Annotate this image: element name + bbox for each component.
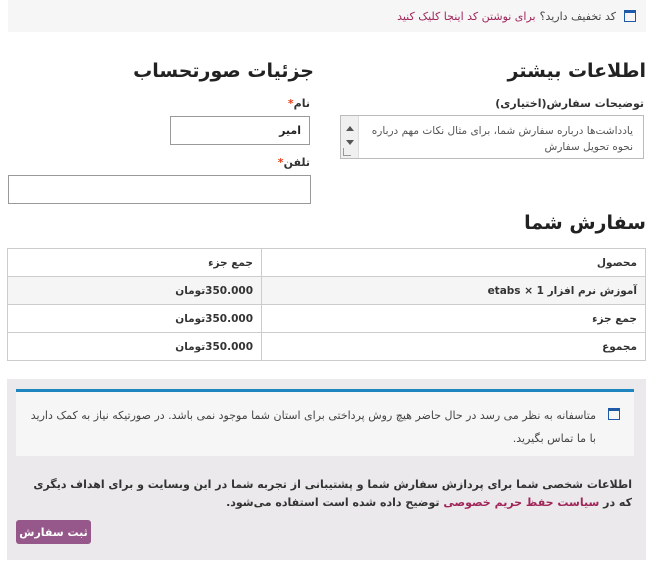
coupon-notice: [8, 0, 646, 32]
row-value: 350.000تومان: [8, 305, 262, 333]
privacy-policy-link[interactable]: سیاست حفظ حریم خصوصی: [443, 496, 600, 509]
table-row: [8, 305, 646, 333]
required-mark: *: [287, 97, 294, 110]
coupon-link[interactable]: برای نوشتن کد اینجا کلیک کنید: [397, 9, 536, 23]
additional-info-heading: اطلاعات بیشتر: [507, 60, 646, 82]
order-review-table: [7, 248, 646, 361]
row-value: 350.000تومان: [8, 277, 262, 305]
scroll-down-icon[interactable]: [346, 140, 354, 145]
payment-section: [7, 379, 646, 468]
required-mark: *: [277, 156, 284, 169]
privacy-section: [7, 468, 646, 560]
order-notes-placeholder: یادداشت‌ها درباره سفارش شما، برای مثال نکات مهم درباره نحوه تحویل سفارش: [371, 125, 633, 153]
table-row: [8, 333, 646, 361]
table-row: [8, 277, 646, 305]
resize-grip-icon[interactable]: [343, 148, 351, 156]
name-label: [288, 97, 310, 110]
subtotal-header: جمع جزء: [8, 249, 262, 277]
phone-label: [278, 156, 310, 169]
payment-notice-text: متاسفانه به نظر می رسد در حال حاضر هیچ روش پرداختی برای استان شما موجود نمی باشد. در صورتیکه نیاز به کمک دارید با ما تماس بگیرید.: [30, 409, 596, 445]
phone-label-text: تلفن: [283, 156, 310, 169]
row-label: آموزش نرم افزار etabs × 1: [262, 277, 646, 305]
row-label: جمع جزء: [262, 305, 646, 333]
place-order-button[interactable]: ثبت سفارش: [16, 520, 91, 544]
name-field[interactable]: [170, 116, 310, 145]
row-label: مجموع: [262, 333, 646, 361]
scroll-up-icon[interactable]: [346, 126, 354, 131]
product-header: محصول: [262, 249, 646, 277]
payment-notice: [16, 389, 634, 456]
phone-field[interactable]: [8, 175, 311, 204]
coupon-question: کد تخفیف دارید؟: [539, 9, 616, 23]
order-notes-textarea[interactable]: [340, 115, 644, 159]
order-notes-label: توضیحات سفارش(اختیاری): [495, 97, 644, 110]
billing-heading: جزئیات صورتحساب: [133, 60, 314, 82]
privacy-text-after: توضیح داده شده است استفاده می‌شود.: [226, 496, 444, 509]
calendar-icon: [608, 408, 620, 420]
name-value: امیر: [279, 124, 301, 137]
name-label-text: نام: [293, 97, 310, 110]
privacy-text: [20, 476, 632, 512]
calendar-icon: [624, 10, 636, 22]
order-heading: سفارش شما: [524, 212, 646, 234]
row-value: 350.000تومان: [8, 333, 262, 361]
privacy-text-before: اطلاعات شخصی شما برای پردازش سفارش شما و پشتیبانی از تجربه شما در این وبسایت و برای اهداف دیگری که در: [33, 478, 632, 509]
table-header-row: [8, 249, 646, 277]
